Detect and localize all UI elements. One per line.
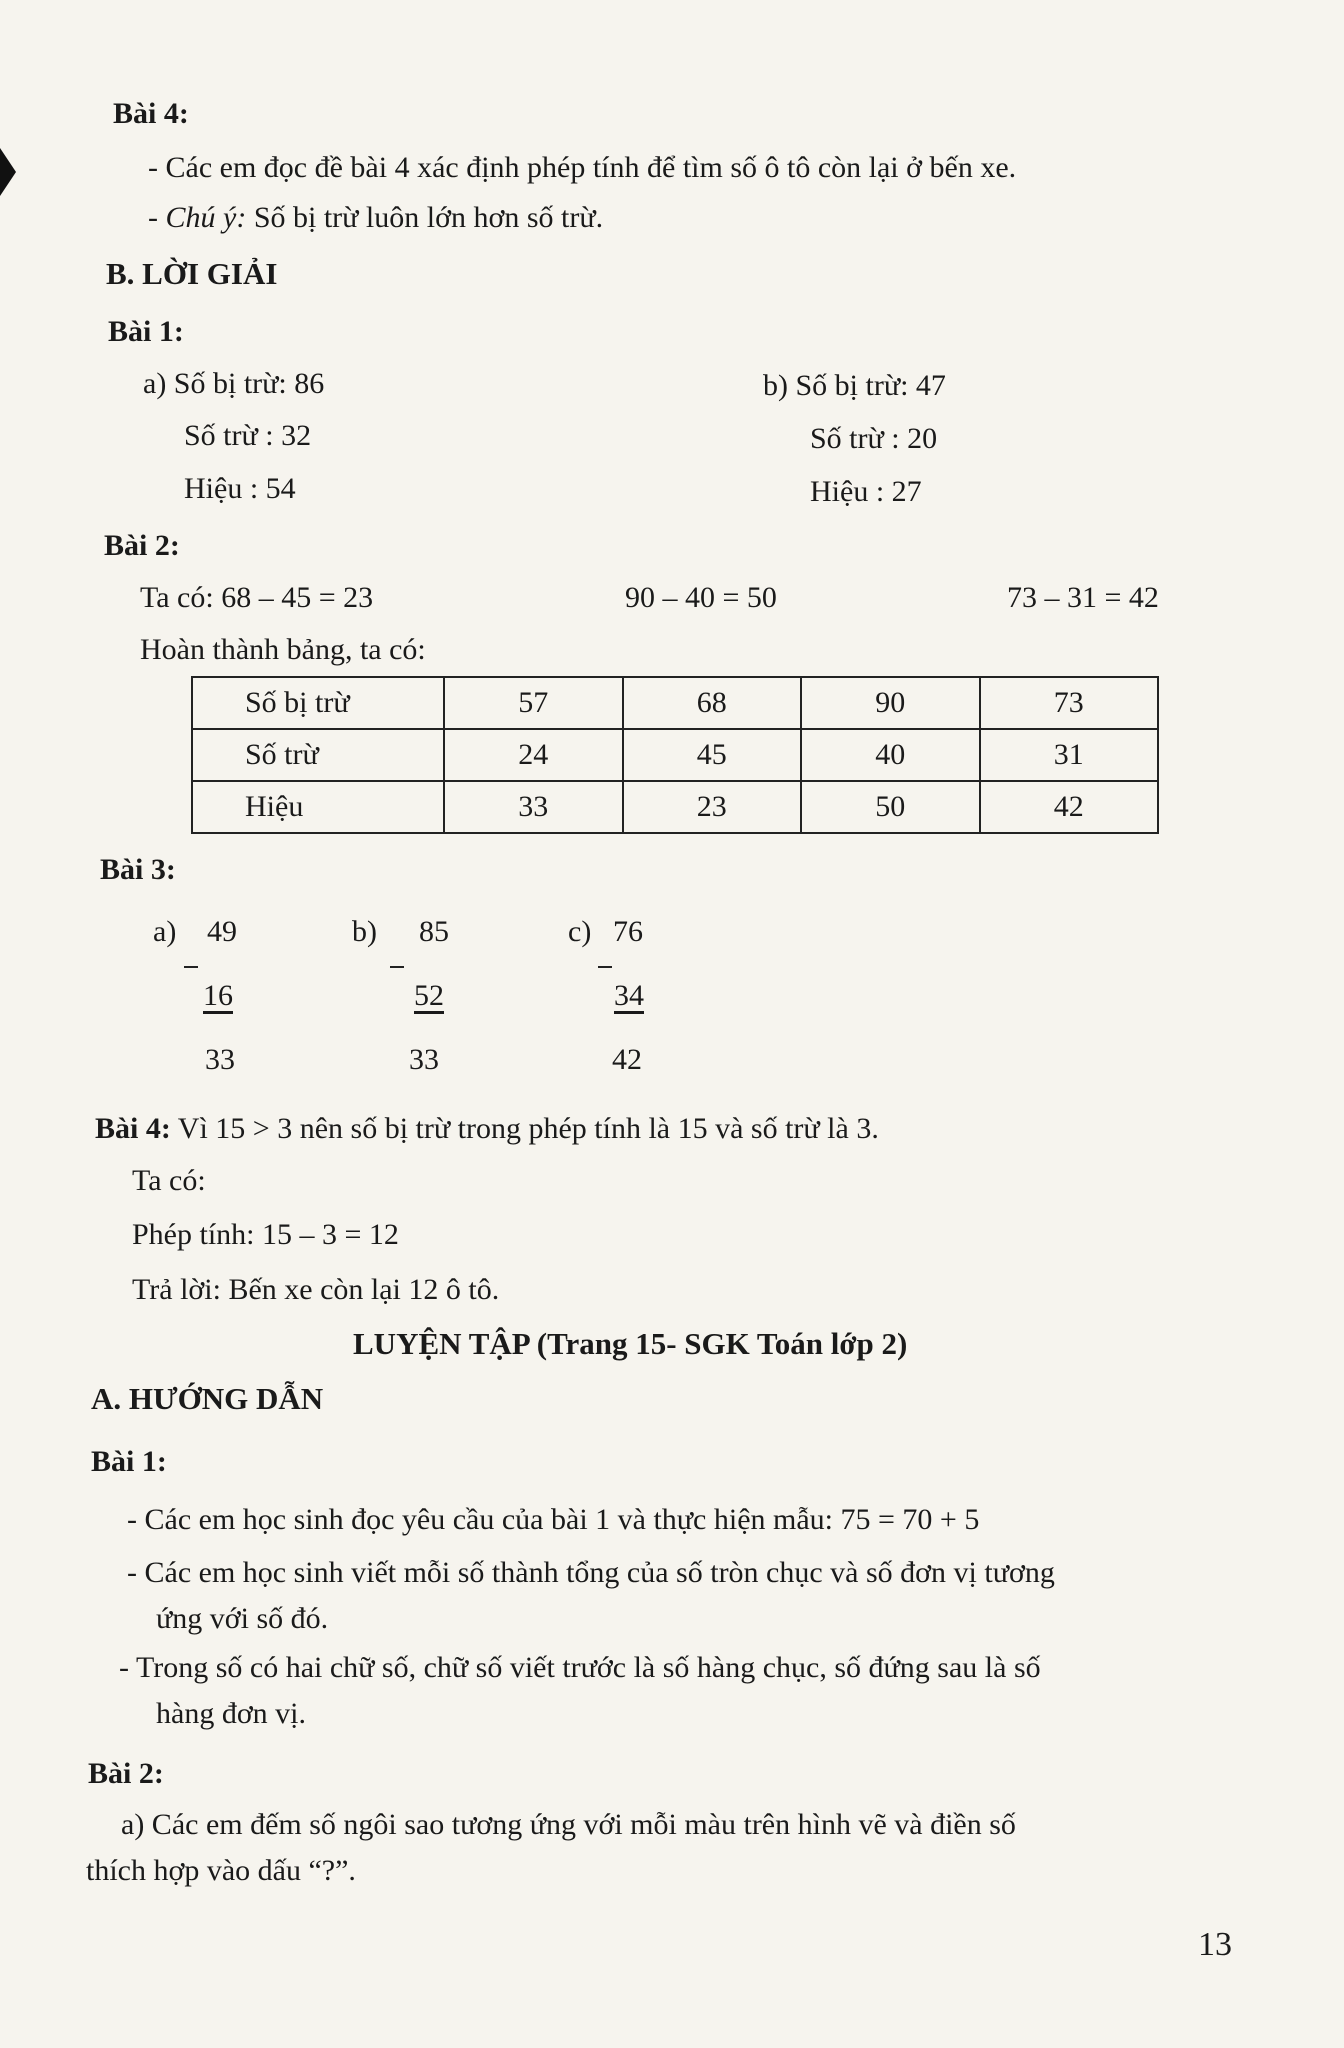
lt-bai1-line2a: - Các em học sinh viết mỗi số thành tổng của số tròn chục và số đơn vị tương bbox=[127, 1556, 1055, 1589]
note-prefix: - bbox=[148, 201, 166, 234]
lt-bai2-title: Bài 2: bbox=[88, 1757, 164, 1790]
table-cell: 73 bbox=[980, 677, 1159, 729]
loi-giai-heading: B. LỜI GIẢI bbox=[106, 256, 278, 291]
lt-bai1-title: Bài 1: bbox=[91, 1445, 167, 1478]
subtraction-table bbox=[191, 676, 1159, 834]
bai3-a-mid: 16 bbox=[203, 979, 233, 1012]
bai3-c-top: 76 bbox=[613, 915, 643, 948]
bai1-b-so-bi-tru: b) Số bị trừ: 47 bbox=[763, 369, 946, 402]
minus-sign-icon bbox=[390, 966, 404, 968]
minus-sign-icon bbox=[598, 966, 612, 968]
bai3-b-result: 33 bbox=[409, 1043, 439, 1076]
lt-bai2-line1: a) Các em đếm số ngôi sao tương ứng với mỗi màu trên hình vẽ và điền số bbox=[121, 1808, 1016, 1841]
table-cell: 45 bbox=[623, 729, 802, 781]
page-number: 13 bbox=[1198, 1926, 1232, 1963]
bai3-c-result: 42 bbox=[612, 1043, 642, 1076]
lt-bai1-line1: - Các em học sinh đọc yêu cầu của bài 1 và thực hiện mẫu: 75 = 70 + 5 bbox=[127, 1503, 980, 1536]
bai4-instruction: - Các em đọc đề bài 4 xác định phép tính để tìm số ô tô còn lại ở bến xe. bbox=[148, 151, 1017, 184]
table-cell: 42 bbox=[980, 781, 1159, 833]
bai4-phep-tinh: Phép tính: 15 – 3 = 12 bbox=[132, 1218, 399, 1251]
lg-bai4-text: Vì 15 > 3 nên số bị trừ trong phép tính là 15 và số trừ là 3. bbox=[170, 1112, 879, 1145]
bai4-tra-loi: Trả lời: Bến xe còn lại 12 ô tô. bbox=[132, 1273, 500, 1306]
table-cell: 23 bbox=[623, 781, 802, 833]
table-cell: 57 bbox=[444, 677, 623, 729]
table-cell: 31 bbox=[980, 729, 1159, 781]
table-cell: 24 bbox=[444, 729, 623, 781]
huong-dan-heading: A. HƯỚNG DẪN bbox=[91, 1381, 324, 1416]
lt-bai2-line2: thích hợp vào dấu “?”. bbox=[86, 1854, 356, 1887]
minus-sign-icon bbox=[184, 966, 198, 968]
bai3-c-mid: 34 bbox=[614, 979, 644, 1012]
lg-bai4-title: Bài 4: bbox=[95, 1112, 171, 1145]
bai2-table-intro: Hoàn thành bảng, ta có: bbox=[140, 633, 426, 666]
bai3-a-result: 33 bbox=[205, 1043, 235, 1076]
table-cell: 68 bbox=[623, 677, 802, 729]
bai4-note bbox=[148, 200, 603, 236]
page-edge-marker bbox=[0, 148, 16, 196]
bai1-b-so-tru: Số trừ : 20 bbox=[810, 422, 938, 455]
bai3-b-label: b) bbox=[352, 915, 377, 948]
table-cell: 50 bbox=[801, 781, 980, 833]
note-text: Số bị trừ luôn lớn hơn số trừ. bbox=[246, 201, 604, 234]
luyen-tap-heading: LUYỆN TẬP (Trang 15- SGK Toán lớp 2) bbox=[353, 1326, 908, 1361]
table-cell: Số bị trừ bbox=[192, 677, 444, 729]
bai1-a-so-bi-tru: a) Số bị trừ: 86 bbox=[143, 367, 325, 400]
table-cell: 40 bbox=[801, 729, 980, 781]
bai3-a-label: a) bbox=[153, 915, 177, 948]
lg-bai1-title: Bài 1: bbox=[108, 315, 184, 348]
lt-bai1-line3b: hàng đơn vị. bbox=[156, 1697, 307, 1730]
table-cell: 90 bbox=[801, 677, 980, 729]
bai2-eq2: 90 – 40 = 50 bbox=[625, 581, 777, 614]
bai4-ta-co: Ta có: bbox=[132, 1164, 206, 1197]
lg-bai3-title: Bài 3: bbox=[100, 853, 176, 886]
bai3-b-mid: 52 bbox=[414, 979, 444, 1012]
bai1-b-hieu: Hiệu : 27 bbox=[810, 475, 922, 508]
lg-bai2-title: Bài 2: bbox=[104, 529, 180, 562]
note-label: Chú ý: bbox=[165, 201, 247, 234]
bai1-a-hieu: Hiệu : 54 bbox=[184, 472, 296, 505]
table-cell: 33 bbox=[444, 781, 623, 833]
lg-bai4-line bbox=[95, 1111, 879, 1147]
table-row bbox=[192, 677, 1158, 729]
table-row bbox=[192, 781, 1158, 833]
bai2-eq1: Ta có: 68 – 45 = 23 bbox=[140, 581, 374, 614]
lt-bai1-line3a: - Trong số có hai chữ số, chữ số viết trước là số hàng chục, số đứng sau là số bbox=[119, 1651, 1041, 1684]
bai3-a-top: 49 bbox=[207, 915, 237, 948]
lt-bai1-line2b: ứng với số đó. bbox=[156, 1602, 329, 1635]
table-cell: Hiệu bbox=[192, 781, 444, 833]
bai3-c-label: c) bbox=[568, 915, 592, 948]
bai2-eq3: 73 – 31 = 42 bbox=[1007, 581, 1159, 614]
bai1-a-so-tru: Số trừ : 32 bbox=[184, 419, 312, 452]
table-row bbox=[192, 729, 1158, 781]
table-cell: Số trừ bbox=[192, 729, 444, 781]
bai3-b-top: 85 bbox=[419, 915, 449, 948]
bai4-title: Bài 4: bbox=[113, 97, 189, 130]
